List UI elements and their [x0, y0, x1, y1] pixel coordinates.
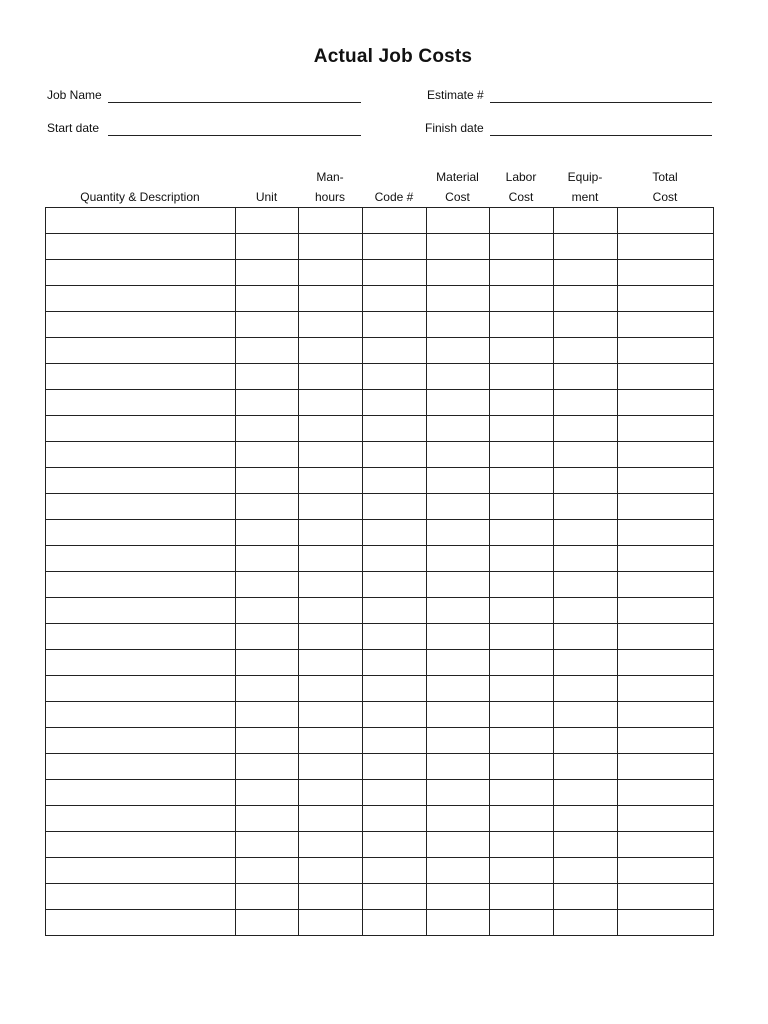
cell-equipment[interactable]	[554, 884, 618, 910]
job-name-input[interactable]	[108, 86, 361, 102]
cell-man-hours[interactable]	[299, 286, 363, 312]
table-row	[46, 260, 714, 286]
cell-total-cost[interactable]	[618, 858, 714, 884]
cell-code[interactable]	[363, 832, 427, 858]
table-row	[46, 884, 714, 910]
cell-quantity-description[interactable]	[46, 728, 236, 754]
cell-man-hours[interactable]	[299, 702, 363, 728]
cell-material-cost[interactable]	[427, 806, 490, 832]
cell-material-cost[interactable]	[427, 650, 490, 676]
cell-quantity-description[interactable]	[46, 598, 236, 624]
cell-labor-cost[interactable]	[490, 676, 554, 702]
cell-unit[interactable]	[236, 234, 299, 260]
cell-unit[interactable]	[236, 624, 299, 650]
cell-labor-cost[interactable]	[490, 884, 554, 910]
cell-total-cost[interactable]	[618, 754, 714, 780]
cell-man-hours[interactable]	[299, 910, 363, 936]
cell-code[interactable]	[363, 338, 427, 364]
finish-date-input[interactable]	[490, 119, 712, 135]
cell-code[interactable]	[363, 520, 427, 546]
start-date-field	[47, 119, 362, 139]
cell-equipment[interactable]	[554, 416, 618, 442]
table-row	[46, 520, 714, 546]
cell-code[interactable]	[363, 364, 427, 390]
cell-labor-cost[interactable]	[490, 832, 554, 858]
cell-quantity-description[interactable]	[46, 806, 236, 832]
cell-unit[interactable]	[236, 728, 299, 754]
cell-code[interactable]	[363, 390, 427, 416]
cell-man-hours[interactable]	[299, 208, 363, 234]
cell-labor-cost[interactable]	[490, 338, 554, 364]
cell-man-hours[interactable]	[299, 494, 363, 520]
cell-total-cost[interactable]	[618, 546, 714, 572]
cell-total-cost[interactable]	[618, 676, 714, 702]
cell-material-cost[interactable]	[427, 858, 490, 884]
cell-unit[interactable]	[236, 442, 299, 468]
cell-total-cost[interactable]	[618, 338, 714, 364]
cell-man-hours[interactable]	[299, 598, 363, 624]
cell-quantity-description[interactable]	[46, 364, 236, 390]
cell-material-cost[interactable]	[427, 416, 490, 442]
table-row	[46, 546, 714, 572]
cell-quantity-description[interactable]	[46, 780, 236, 806]
cell-equipment[interactable]	[554, 312, 618, 338]
cell-total-cost[interactable]	[618, 390, 714, 416]
cell-labor-cost[interactable]	[490, 624, 554, 650]
cell-quantity-description[interactable]	[46, 416, 236, 442]
cell-equipment[interactable]	[554, 858, 618, 884]
cell-quantity-description[interactable]	[46, 234, 236, 260]
table-row	[46, 390, 714, 416]
cell-man-hours[interactable]	[299, 676, 363, 702]
cell-code[interactable]	[363, 312, 427, 338]
table-row	[46, 494, 714, 520]
cell-equipment[interactable]	[554, 442, 618, 468]
cell-man-hours[interactable]	[299, 858, 363, 884]
cell-material-cost[interactable]	[427, 338, 490, 364]
table-row	[46, 832, 714, 858]
column-header-unit: Unit	[255, 190, 278, 204]
cell-man-hours[interactable]	[299, 416, 363, 442]
cell-material-cost[interactable]	[427, 754, 490, 780]
cell-total-cost[interactable]	[618, 494, 714, 520]
cell-quantity-description[interactable]	[46, 286, 236, 312]
cell-unit[interactable]	[236, 702, 299, 728]
cell-equipment[interactable]	[554, 806, 618, 832]
table-row	[46, 364, 714, 390]
cell-equipment[interactable]	[554, 780, 618, 806]
finish-date-label: Finish date	[425, 121, 484, 135]
cell-material-cost[interactable]	[427, 728, 490, 754]
cell-total-cost[interactable]	[618, 650, 714, 676]
cell-quantity-description[interactable]	[46, 546, 236, 572]
cell-man-hours[interactable]	[299, 832, 363, 858]
cell-code[interactable]	[363, 728, 427, 754]
cell-total-cost[interactable]	[618, 910, 714, 936]
cell-man-hours[interactable]	[299, 650, 363, 676]
cell-labor-cost[interactable]	[490, 520, 554, 546]
column-header-total-cost: Total Cost	[652, 170, 678, 204]
cell-quantity-description[interactable]	[46, 338, 236, 364]
cell-material-cost[interactable]	[427, 234, 490, 260]
cell-equipment[interactable]	[554, 260, 618, 286]
cell-equipment[interactable]	[554, 390, 618, 416]
page-title: Actual Job Costs	[313, 46, 473, 67]
cell-man-hours[interactable]	[299, 260, 363, 286]
table-row	[46, 702, 714, 728]
cell-unit[interactable]	[236, 286, 299, 312]
cell-total-cost[interactable]	[618, 364, 714, 390]
cell-unit[interactable]	[236, 520, 299, 546]
cell-material-cost[interactable]	[427, 832, 490, 858]
cell-unit[interactable]	[236, 780, 299, 806]
cell-code[interactable]	[363, 858, 427, 884]
cell-total-cost[interactable]	[618, 806, 714, 832]
cell-unit[interactable]	[236, 208, 299, 234]
cell-material-cost[interactable]	[427, 286, 490, 312]
cell-material-cost[interactable]	[427, 598, 490, 624]
cell-unit[interactable]	[236, 260, 299, 286]
cell-material-cost[interactable]	[427, 364, 490, 390]
cell-unit[interactable]	[236, 364, 299, 390]
table-row	[46, 806, 714, 832]
cell-total-cost[interactable]	[618, 208, 714, 234]
job-name-field	[47, 86, 362, 106]
cell-labor-cost[interactable]	[490, 858, 554, 884]
cell-man-hours[interactable]	[299, 754, 363, 780]
cell-unit[interactable]	[236, 754, 299, 780]
cell-total-cost[interactable]	[618, 234, 714, 260]
cell-material-cost[interactable]	[427, 572, 490, 598]
finish-date-field	[425, 119, 713, 139]
cell-equipment[interactable]	[554, 338, 618, 364]
cell-unit[interactable]	[236, 858, 299, 884]
cell-man-hours[interactable]	[299, 624, 363, 650]
estimate-field	[427, 86, 713, 106]
start-date-input[interactable]	[108, 119, 361, 135]
cell-quantity-description[interactable]	[46, 754, 236, 780]
cell-total-cost[interactable]	[618, 598, 714, 624]
cell-unit[interactable]	[236, 806, 299, 832]
column-header-labor-cost: Labor Cost	[505, 170, 537, 204]
cell-code[interactable]	[363, 494, 427, 520]
cell-man-hours[interactable]	[299, 468, 363, 494]
cell-quantity-description[interactable]	[46, 572, 236, 598]
cell-labor-cost[interactable]	[490, 312, 554, 338]
cell-labor-cost[interactable]	[490, 208, 554, 234]
table-row	[46, 442, 714, 468]
table-row	[46, 754, 714, 780]
cell-man-hours[interactable]	[299, 572, 363, 598]
table-row	[46, 338, 714, 364]
estimate-label: Estimate #	[427, 88, 484, 102]
cell-equipment[interactable]	[554, 624, 618, 650]
cell-labor-cost[interactable]	[490, 468, 554, 494]
table-row	[46, 650, 714, 676]
cell-labor-cost[interactable]	[490, 234, 554, 260]
cell-total-cost[interactable]	[618, 286, 714, 312]
cell-material-cost[interactable]	[427, 546, 490, 572]
cell-unit[interactable]	[236, 910, 299, 936]
column-header-code: Code #	[374, 190, 414, 204]
cell-equipment[interactable]	[554, 364, 618, 390]
job-costs-table	[45, 207, 714, 936]
cell-quantity-description[interactable]	[46, 650, 236, 676]
cell-labor-cost[interactable]	[490, 728, 554, 754]
cell-unit[interactable]	[236, 832, 299, 858]
table-row	[46, 780, 714, 806]
cell-quantity-description[interactable]	[46, 442, 236, 468]
cell-total-cost[interactable]	[618, 442, 714, 468]
cell-total-cost[interactable]	[618, 884, 714, 910]
cell-labor-cost[interactable]	[490, 494, 554, 520]
cell-man-hours[interactable]	[299, 390, 363, 416]
cell-code[interactable]	[363, 234, 427, 260]
cell-material-cost[interactable]	[427, 780, 490, 806]
table-row	[46, 910, 714, 936]
cell-equipment[interactable]	[554, 520, 618, 546]
cell-material-cost[interactable]	[427, 390, 490, 416]
cell-man-hours[interactable]	[299, 728, 363, 754]
cell-material-cost[interactable]	[427, 312, 490, 338]
cell-total-cost[interactable]	[618, 260, 714, 286]
cell-total-cost[interactable]	[618, 416, 714, 442]
cell-code[interactable]	[363, 624, 427, 650]
job-name-underline	[108, 102, 361, 103]
cell-material-cost[interactable]	[427, 676, 490, 702]
cell-man-hours[interactable]	[299, 520, 363, 546]
cell-labor-cost[interactable]	[490, 546, 554, 572]
cell-material-cost[interactable]	[427, 442, 490, 468]
table-row	[46, 676, 714, 702]
cell-quantity-description[interactable]	[46, 702, 236, 728]
cell-labor-cost[interactable]	[490, 390, 554, 416]
cell-man-hours[interactable]	[299, 546, 363, 572]
cell-unit[interactable]	[236, 650, 299, 676]
cell-material-cost[interactable]	[427, 260, 490, 286]
column-header-equipment: Equip- ment	[567, 170, 603, 204]
cell-labor-cost[interactable]	[490, 286, 554, 312]
cell-code[interactable]	[363, 208, 427, 234]
cell-code[interactable]	[363, 286, 427, 312]
cell-unit[interactable]	[236, 572, 299, 598]
table-row	[46, 286, 714, 312]
cell-labor-cost[interactable]	[490, 364, 554, 390]
cell-man-hours[interactable]	[299, 884, 363, 910]
cell-labor-cost[interactable]	[490, 598, 554, 624]
cell-code[interactable]	[363, 780, 427, 806]
cell-material-cost[interactable]	[427, 494, 490, 520]
table-row	[46, 598, 714, 624]
cell-quantity-description[interactable]	[46, 208, 236, 234]
table-row	[46, 208, 714, 234]
field-row-job	[47, 86, 713, 106]
cell-unit[interactable]	[236, 416, 299, 442]
cell-labor-cost[interactable]	[490, 806, 554, 832]
table-row	[46, 624, 714, 650]
cell-code[interactable]	[363, 442, 427, 468]
cell-total-cost[interactable]	[618, 468, 714, 494]
cell-total-cost[interactable]	[618, 520, 714, 546]
cell-total-cost[interactable]	[618, 624, 714, 650]
cell-equipment[interactable]	[554, 208, 618, 234]
cell-material-cost[interactable]	[427, 520, 490, 546]
cell-unit[interactable]	[236, 598, 299, 624]
cell-quantity-description[interactable]	[46, 494, 236, 520]
cell-equipment[interactable]	[554, 832, 618, 858]
start-date-label: Start date	[47, 121, 100, 135]
cell-quantity-description[interactable]	[46, 390, 236, 416]
cell-code[interactable]	[363, 546, 427, 572]
cell-material-cost[interactable]	[427, 208, 490, 234]
cell-labor-cost[interactable]	[490, 442, 554, 468]
cell-quantity-description[interactable]	[46, 884, 236, 910]
cell-man-hours[interactable]	[299, 364, 363, 390]
cell-labor-cost[interactable]	[490, 780, 554, 806]
cell-code[interactable]	[363, 806, 427, 832]
cell-equipment[interactable]	[554, 286, 618, 312]
table-row	[46, 416, 714, 442]
job-name-label: Job Name	[47, 88, 102, 102]
cell-man-hours[interactable]	[299, 338, 363, 364]
cell-equipment[interactable]	[554, 494, 618, 520]
cell-man-hours[interactable]	[299, 780, 363, 806]
cell-material-cost[interactable]	[427, 468, 490, 494]
column-header-material-cost: Material Cost	[436, 170, 479, 204]
table-row	[46, 572, 714, 598]
cell-code[interactable]	[363, 598, 427, 624]
cell-unit[interactable]	[236, 884, 299, 910]
column-header-man-hours: Man- hours	[314, 170, 346, 204]
cell-labor-cost[interactable]	[490, 754, 554, 780]
cell-quantity-description[interactable]	[46, 468, 236, 494]
field-row-dates	[47, 119, 713, 139]
cell-total-cost[interactable]	[618, 728, 714, 754]
cell-code[interactable]	[363, 650, 427, 676]
cell-equipment[interactable]	[554, 572, 618, 598]
cell-labor-cost[interactable]	[490, 572, 554, 598]
cell-total-cost[interactable]	[618, 702, 714, 728]
cell-quantity-description[interactable]	[46, 676, 236, 702]
cell-unit[interactable]	[236, 546, 299, 572]
cell-quantity-description[interactable]	[46, 520, 236, 546]
cell-code[interactable]	[363, 676, 427, 702]
cell-code[interactable]	[363, 910, 427, 936]
cell-code[interactable]	[363, 884, 427, 910]
cell-total-cost[interactable]	[618, 780, 714, 806]
cell-equipment[interactable]	[554, 754, 618, 780]
finish-date-underline	[490, 135, 712, 136]
cell-man-hours[interactable]	[299, 234, 363, 260]
cell-code[interactable]	[363, 416, 427, 442]
cell-quantity-description[interactable]	[46, 832, 236, 858]
cell-equipment[interactable]	[554, 676, 618, 702]
cell-labor-cost[interactable]	[490, 416, 554, 442]
cell-equipment[interactable]	[554, 910, 618, 936]
cell-unit[interactable]	[236, 468, 299, 494]
cell-unit[interactable]	[236, 390, 299, 416]
table-row	[46, 858, 714, 884]
cell-equipment[interactable]	[554, 546, 618, 572]
start-date-underline	[108, 135, 361, 136]
cell-total-cost[interactable]	[618, 312, 714, 338]
cell-code[interactable]	[363, 468, 427, 494]
cell-quantity-description[interactable]	[46, 624, 236, 650]
cell-code[interactable]	[363, 754, 427, 780]
cell-total-cost[interactable]	[618, 572, 714, 598]
cell-labor-cost[interactable]	[490, 702, 554, 728]
cell-material-cost[interactable]	[427, 910, 490, 936]
cell-man-hours[interactable]	[299, 806, 363, 832]
cell-unit[interactable]	[236, 676, 299, 702]
cell-equipment[interactable]	[554, 598, 618, 624]
table-row	[46, 728, 714, 754]
cell-code[interactable]	[363, 702, 427, 728]
cell-equipment[interactable]	[554, 702, 618, 728]
cell-labor-cost[interactable]	[490, 260, 554, 286]
cell-man-hours[interactable]	[299, 442, 363, 468]
cell-quantity-description[interactable]	[46, 260, 236, 286]
table-row	[46, 234, 714, 260]
cell-labor-cost[interactable]	[490, 910, 554, 936]
cell-equipment[interactable]	[554, 468, 618, 494]
cell-quantity-description[interactable]	[46, 312, 236, 338]
cell-unit[interactable]	[236, 312, 299, 338]
table-row	[46, 312, 714, 338]
estimate-underline	[490, 102, 712, 103]
cell-quantity-description[interactable]	[46, 858, 236, 884]
cell-material-cost[interactable]	[427, 884, 490, 910]
cell-equipment[interactable]	[554, 234, 618, 260]
cell-unit[interactable]	[236, 494, 299, 520]
cell-total-cost[interactable]	[618, 832, 714, 858]
cell-material-cost[interactable]	[427, 624, 490, 650]
cell-equipment[interactable]	[554, 650, 618, 676]
cell-man-hours[interactable]	[299, 312, 363, 338]
cell-quantity-description[interactable]	[46, 910, 236, 936]
cell-code[interactable]	[363, 260, 427, 286]
table-row	[46, 468, 714, 494]
cell-code[interactable]	[363, 572, 427, 598]
cell-material-cost[interactable]	[427, 702, 490, 728]
estimate-input[interactable]	[490, 86, 712, 102]
cell-unit[interactable]	[236, 338, 299, 364]
column-header-quantity-description: Quantity & Description	[80, 190, 200, 204]
cell-labor-cost[interactable]	[490, 650, 554, 676]
cell-equipment[interactable]	[554, 728, 618, 754]
